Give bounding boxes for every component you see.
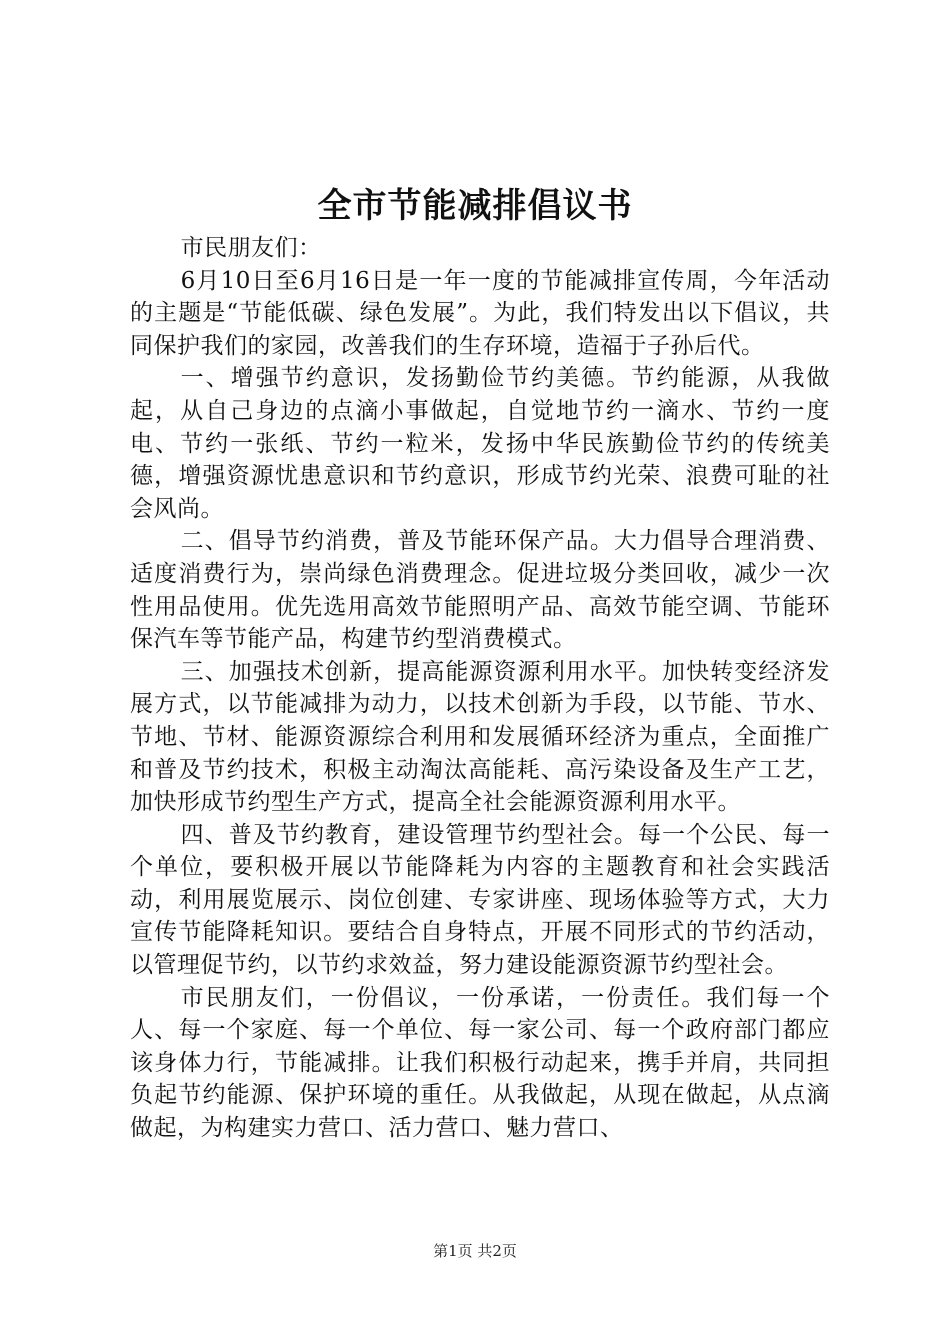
paragraph-point-3: 三、加强技术创新，提高能源资源利用水平。加快转变经济发展方式，以节能减排为动力，以技术创新为手段，以节能、节水、节地、节材、能源资源综合利用和发展循环经济为重点，全面推广和普及节约技术，积极主动淘汰高能耗、高污染设备及生产工艺，加快形成节约型生产方式，提高全社会能源资源利用水平。 [130,658,830,816]
paragraph-point-2: 二、倡导节约消费，普及节能环保产品。大力倡导合理消费、适度消费行为，崇尚绿色消费理念。促进垃圾分类回收，减少一次性用品使用。优先选用高效节能照明产品、高效节能空调、节能环保汽车等节能产品，构建节约型消费模式。 [130,528,830,653]
paragraph-closing: 市民朋友们，一份倡议，一份承诺，一份责任。我们每一个人、每一个家庭、每一个单位、每一家公司、每一个政府部门都应该身体力行，节能减排。让我们积极行动起来，携手并肩，共同担负起节约能源、保护环境的重任。从我做起，从现在做起，从点滴做起，为构建实力营口、活力营口、魅力营口、 [130,984,830,1142]
greeting: 市民朋友们： [180,235,322,261]
document-body [130,232,830,1145]
paragraph-point-1: 一、增强节约意识，发扬勤俭节约美德。节约能源，从我做起，从自己身边的点滴小事做起，自觉地节约一滴水、节约一度电、节约一张纸、节约一粒米，发扬中华民族勤俭节约的传统美德，增强资源忧患意识和节约意识，形成节约光荣、浪费可耻的社会风尚。 [130,365,830,522]
paragraph-point-4: 四、普及节约教育，建设管理节约型社会。每一个公民、每一个单位，要积极开展以节能降耗为内容的主题教育和社会实践活动，利用展览展示、岗位创建、专家讲座、现场体验等方式，大力宣传节能降耗知识。要结合自身特点，开展不同形式的节约活动，以管理促节约，以节约求效益，努力建设能源资源节约型社会。 [130,821,830,979]
document-title: 全市节能减排倡议书 [317,186,633,226]
page-number-footer: 第1页 共2页 [433,1242,517,1260]
paragraph-intro: 6月10日至6月16日是一年一度的节能减排宣传周，今年活动的主题是“节能低碳、绿色发展”。为此，我们特发出以下倡议，共同保护我们的家园，改善我们的生存环境，造福于子孙后代。 [130,267,830,359]
